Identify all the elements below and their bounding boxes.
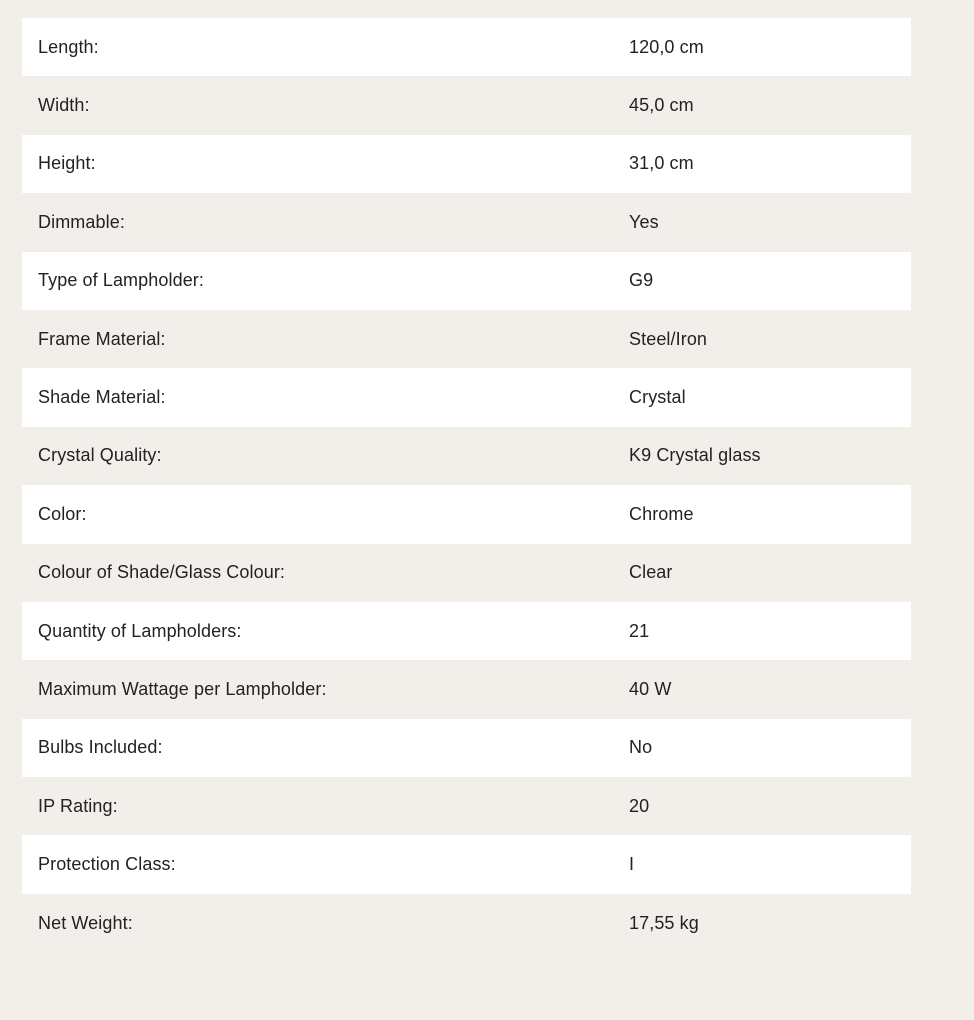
spec-row-lampholder-quantity — [22, 602, 911, 660]
spec-value: Yes — [629, 211, 659, 232]
spec-value: G9 — [629, 270, 654, 291]
spec-label: Frame Material: — [38, 328, 166, 349]
spec-row-max-wattage — [22, 660, 911, 718]
spec-row-crystal-quality — [22, 427, 911, 485]
spec-row-width — [22, 76, 911, 134]
spec-label: Protection Class: — [38, 854, 176, 875]
spec-label: Height: — [38, 153, 96, 174]
spec-row-lampholder-type — [22, 252, 911, 310]
spec-value: 40 W — [629, 678, 672, 699]
spec-label: Quantity of Lampholders: — [38, 620, 242, 641]
spec-value: Clear — [629, 562, 673, 583]
spec-label: Dimmable: — [38, 211, 125, 232]
spec-label: Length: — [38, 36, 99, 57]
spec-row-height — [22, 135, 911, 193]
spec-value: No — [629, 737, 653, 758]
spec-label: Shade Material: — [38, 387, 166, 408]
spec-row-length — [22, 18, 911, 76]
spec-value: 120,0 cm — [629, 36, 704, 57]
spec-row-dimmable — [22, 193, 911, 251]
spec-value: 20 — [629, 795, 650, 816]
spec-value: 45,0 cm — [629, 95, 694, 116]
spec-value: Chrome — [629, 503, 694, 524]
spec-label: Type of Lampholder: — [38, 270, 205, 291]
spec-row-frame-material — [22, 310, 911, 368]
spec-label: Width: — [38, 95, 90, 116]
specifications-table — [22, 18, 911, 952]
spec-value: 21 — [629, 620, 650, 641]
spec-row-net-weight — [22, 894, 911, 952]
spec-label: IP Rating: — [38, 795, 118, 816]
spec-value: K9 Crystal glass — [629, 445, 761, 466]
spec-value: Steel/Iron — [629, 328, 708, 349]
spec-row-shade-material — [22, 368, 911, 426]
spec-value: I — [629, 854, 635, 875]
spec-label: Colour of Shade/Glass Colour: — [38, 562, 286, 583]
spec-row-bulbs-included — [22, 719, 911, 777]
spec-label: Bulbs Included: — [38, 737, 163, 758]
spec-label: Maximum Wattage per Lampholder: — [38, 678, 327, 699]
spec-label: Color: — [38, 503, 87, 524]
spec-value: 17,55 kg — [629, 912, 699, 933]
spec-row-ip-rating — [22, 777, 911, 835]
spec-row-color — [22, 485, 911, 543]
spec-value: 31,0 cm — [629, 153, 694, 174]
spec-row-shade-colour — [22, 544, 911, 602]
spec-label: Net Weight: — [38, 912, 133, 933]
spec-row-protection-class — [22, 835, 911, 893]
spec-value: Crystal — [629, 387, 686, 408]
spec-label: Crystal Quality: — [38, 445, 162, 466]
